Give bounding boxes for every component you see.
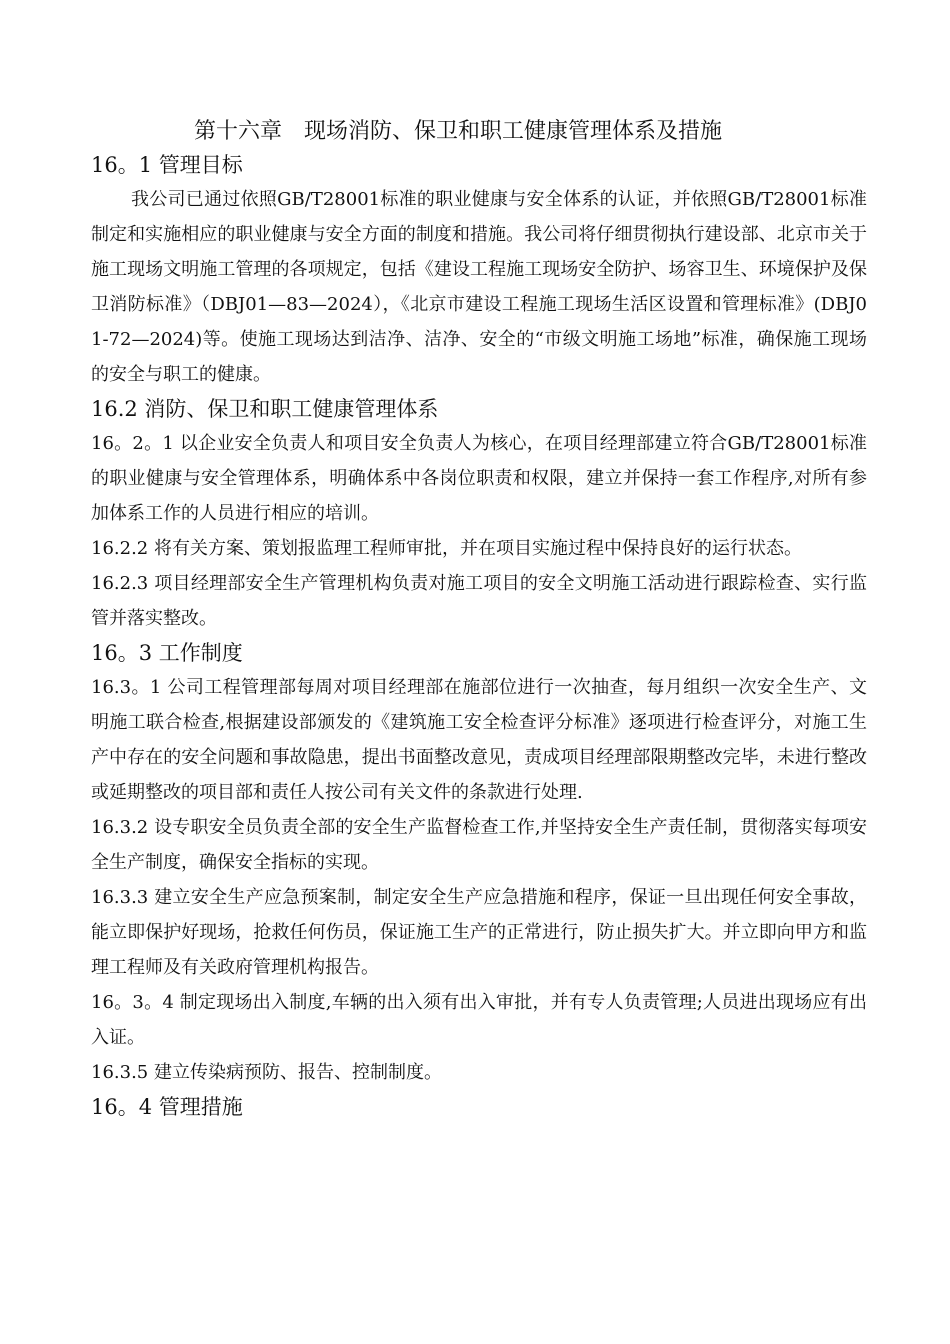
paragraph-16-1-goal: 我公司已通过依照GB/T28001标准的职业健康与安全体系的认证，并依照GB/T28001标准制定和实施相应的职业健康与安全方面的制度和措施。我公司将仔细贯彻执行建设部、北京市关于施工现场文明施工管理的各项规定，包括《建设工程施工现场安全防护、场容卫生、环境保护及保卫消防标准》（DBJ01—83—2024），《北京市建设工程施工现场生活区设置和管理标准》(DBJ01-72—2024)等。使施工现场达到洁净、洁净、安全的“市级文明施工场地”标准，确保施工现场的安全与职工的健康。 (91, 189, 867, 385)
chapter-title: 第十六章 现场消防、保卫和职工健康管理体系及措施 (194, 119, 723, 144)
section-heading-16-4: 16。4 管理措施 (91, 1095, 243, 1119)
paragraph-16-3-3: 16.3.3 建立安全生产应急预案制，制定安全生产应急措施和程序，保证一旦出现任何安全事故，能立即保护好现场，抢救任何伤员，保证施工生产的正常进行，防止损失扩大。并立即向甲方和监理工程师及有关政府管理机构报告。 (91, 887, 867, 978)
section-heading-16-3: 16。3 工作制度 (91, 641, 243, 665)
paragraph-16-3-4: 16。3。4 制定现场出入制度,车辆的出入须有出入审批，并有专人负责管理;人员进出现场应有出入证。 (91, 992, 867, 1048)
paragraph-16-3-1: 16.3。1 公司工程管理部每周对项目经理部在施部位进行一次抽查，每月组织一次安全生产、文明施工联合检查,根据建设部颁发的《建筑施工安全检查评分标准》逐项进行检查评分，对施工生产中存在的安全问题和事故隐患，提出书面整改意见，责成项目经理部限期整改完毕，未进行整改或延期整改的项目部和责任人按公司有关文件的条款进行处理. (91, 677, 867, 803)
paragraph-16-3-5: 16.3.5 建立传染病预防、报告、控制制度。 (91, 1062, 442, 1083)
paragraph-16-3-2: 16.3.2 设专职安全员负责全部的安全生产监督检查工作,并坚持安全生产责任制，贯彻落实每项安全生产制度，确保安全指标的实现。 (91, 817, 867, 873)
section-heading-16-1: 16。1 管理目标 (91, 153, 243, 177)
document-body (91, 116, 867, 1124)
paragraph-16-2-2: 16.2.2 将有关方案、策划报监理工程师审批，并在项目实施过程中保持良好的运行状态。 (91, 538, 802, 559)
paragraph-16-2-1: 16。2。1 以企业安全负责人和项目安全负责人为核心，在项目经理部建立符合GB/T28001标准的职业健康与安全管理体系，明确体系中各岗位职责和权限，建立并保持一套工作程序,对所有参加体系工作的人员进行相应的培训。 (91, 433, 867, 524)
section-heading-16-2: 16.2 消防、保卫和职工健康管理体系 (91, 397, 439, 421)
paragraph-16-2-3: 16.2.3 项目经理部安全生产管理机构负责对施工项目的安全文明施工活动进行跟踪检查、实行监管并落实整改。 (91, 573, 867, 629)
